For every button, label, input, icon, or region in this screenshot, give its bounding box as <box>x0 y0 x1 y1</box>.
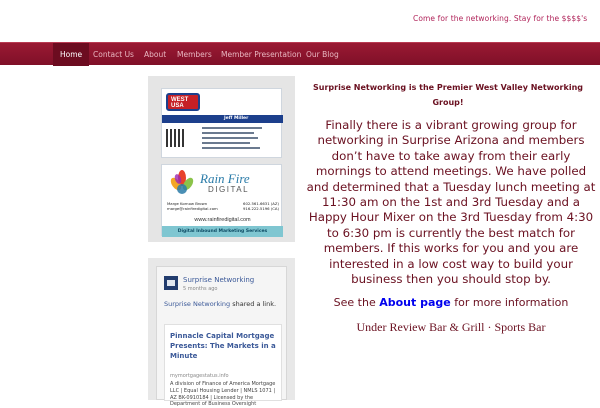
rain-fire-digital-business-card[interactable] <box>161 164 282 236</box>
contact-name: Marge Kornow Brown <box>167 201 208 206</box>
fb-link-preview[interactable] <box>164 324 282 408</box>
about-page-link[interactable]: About page <box>379 296 451 310</box>
card-band <box>162 115 283 123</box>
fb-page-name[interactable]: Surprise Networking <box>183 276 255 284</box>
page-avatar[interactable] <box>164 276 178 290</box>
see-suffix: for more information <box>450 296 569 310</box>
contact-phone-1: 602.561.6631 (AZ) <box>243 201 279 206</box>
fb-post-time: 5 months ago <box>183 286 218 292</box>
rain-fire-website: www.rainfiredigital.com <box>194 217 251 223</box>
sponsor-cards-widget <box>148 76 295 242</box>
fb-shared-rest: shared a link. <box>230 300 277 308</box>
intro-paragraph: Finally there is a vibrant growing group for networking in Surprise Arizona and members don’t have to take away from their early mornings to attend meetings. We have polled and determined that a Tuesday lunch meeting at 11:30 am on the 1st and 3rd Tuesday and a Happy Hour Mixer on the 3rd Tuesday from 4:30 to 6:30 pm is currently the best match for members. If this works for you and you are interested in a low cost way to build your business then you should stop by. <box>306 118 596 287</box>
fb-link-title[interactable]: Pinnacle Capital Mortgage Presents: The Markets in a Minute <box>170 332 276 360</box>
rain-fire-brand-sub: DIGITAL <box>208 185 250 194</box>
nav-our-blog[interactable]: Our Blog <box>306 50 339 59</box>
nav-about[interactable]: About <box>144 50 167 59</box>
nav-home[interactable]: Home <box>53 43 89 66</box>
fb-shared-who[interactable]: Surprise Networking <box>164 300 231 308</box>
qr-code-icon <box>166 129 184 147</box>
facebook-widget <box>148 258 295 408</box>
card-contact-name: Jeff Miller <box>224 116 249 121</box>
fb-link-description: A division of Finance of America Mortgage LLC | Equal Housing Lender | NMLS 1071 | AZ BK-0910184 | Licensed by the Department of Business Oversight <box>170 381 276 408</box>
nav-member-presentation[interactable]: Member Presentation <box>221 50 302 59</box>
facebook-feed <box>156 266 287 408</box>
rain-fire-flower-icon <box>170 170 194 196</box>
rain-fire-contact <box>167 201 279 211</box>
contact-phone-2: 916.222.5196 (CA) <box>243 206 279 212</box>
site-tagline: Come for the networking. Stay for the $$$$'s <box>413 14 588 23</box>
west-usa-business-card[interactable] <box>161 88 282 158</box>
main-content <box>306 80 600 335</box>
about-page-callout <box>306 296 596 309</box>
fb-link-domain: mymortgagestatus.info <box>170 373 229 379</box>
page-headline: Surprise Networking is the Premier West Valley Networking Group! <box>313 83 583 107</box>
contact-email: marge@rainfiredigital.com <box>167 206 218 212</box>
main-navigation <box>0 42 600 65</box>
venue-name[interactable]: Under Review Bar & Grill · Sports Bar <box>356 320 546 335</box>
west-usa-logo-text: WEST USA <box>171 97 189 109</box>
nav-members[interactable]: Members <box>177 50 212 59</box>
rain-fire-brand: Rain Fire <box>200 171 250 186</box>
rain-fire-footer: Digital Inbound Marketing Services <box>162 226 283 237</box>
see-prefix: See the <box>333 296 380 310</box>
card-contact-lines <box>202 127 272 152</box>
west-usa-logo <box>166 93 200 111</box>
fb-shared-text <box>164 300 282 309</box>
sidebar <box>148 76 295 408</box>
nav-contact-us[interactable]: Contact Us <box>93 50 134 59</box>
